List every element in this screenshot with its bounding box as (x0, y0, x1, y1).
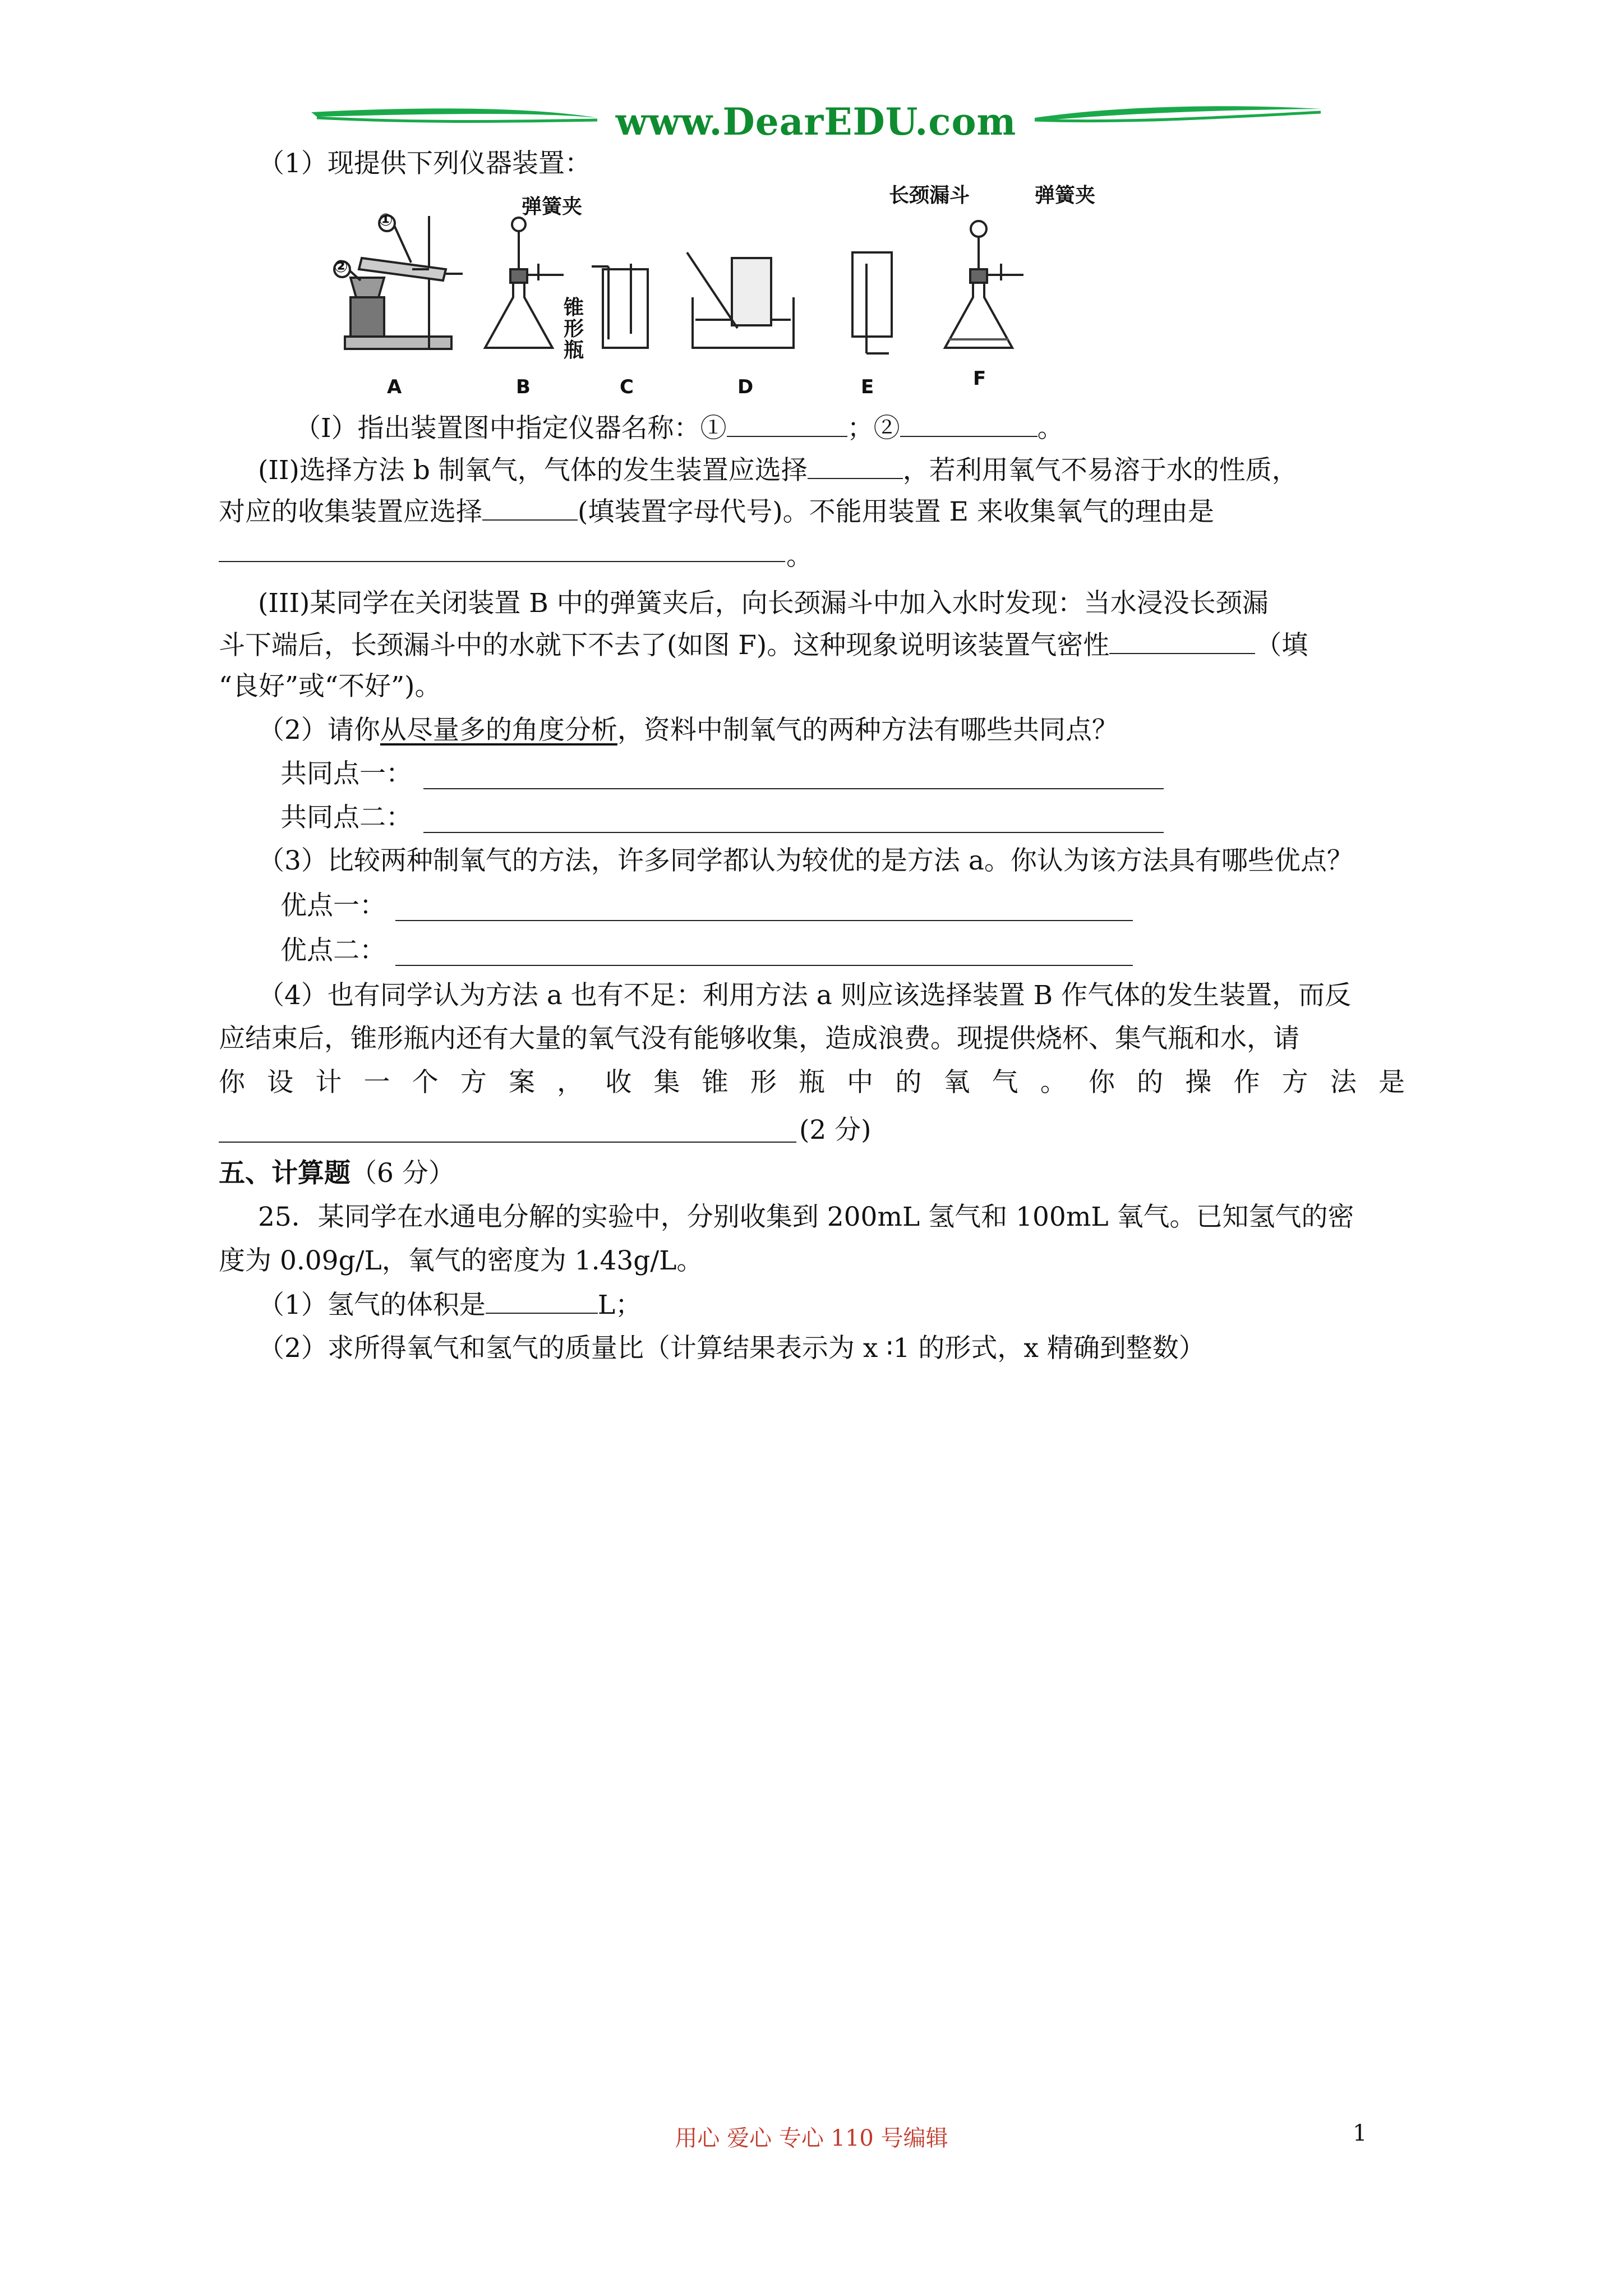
figure-label-b: B (516, 376, 531, 398)
q1-part1-end: 。 (1037, 413, 1064, 444)
figure-label-c: C (620, 376, 634, 398)
q1-part3-text-b: （填 (1255, 630, 1308, 661)
q1-part3-line2 (219, 628, 1308, 662)
callout-conical-flask-1: 锥 (564, 296, 584, 319)
q1-part2-line1 (258, 453, 1298, 487)
answer-blank-5[interactable] (219, 561, 785, 562)
answer-blank-method[interactable] (219, 1142, 796, 1143)
callout-mark-1: ① (379, 210, 393, 230)
q1-intro: （1）现提供下列仪器装置： (258, 148, 591, 179)
figure-label-e: E (861, 376, 874, 398)
q1-part2-text-d: (填装置字母代号)。不能用装置 E 来收集氧气的理由是 (578, 496, 1214, 527)
apparatus-f-icon (945, 221, 1023, 348)
callout-long-funnel: 长颈漏斗 (889, 184, 970, 207)
figure-label-a: A (387, 376, 402, 398)
answer-blank-adv1[interactable] (395, 920, 1133, 921)
section5-heading (219, 1157, 455, 1190)
q3-prompt: （3）比较两种制氧气的方法，许多同学都认为较优的是方法 a。你认为该方法具有哪些优点？ (258, 845, 1353, 876)
answer-blank-1[interactable] (727, 411, 847, 437)
q1-part1-sep: ；② (847, 413, 900, 444)
section5-score: （6 分） (351, 1158, 455, 1189)
q1-part2-text-c: 对应的收集装置应选择 (219, 496, 482, 527)
apparatus-e-icon (852, 252, 892, 353)
q1-part1-text: （I）指出装置图中指定仪器名称：① (294, 413, 727, 444)
callout-spring-clip-f: 弹簧夹 (1035, 184, 1096, 207)
q1-part2-text-b: ，若利用氧气不易溶于水的性质， (902, 455, 1298, 486)
q1-part2-line2 (219, 495, 1214, 529)
q2-common1-label: 共同点一： (280, 758, 412, 789)
q25-line2: 度为 0.09g/L，氧气的密度为 1.43g/L。 (219, 1245, 703, 1276)
apparatus-figure (328, 185, 1113, 404)
apparatus-drawing (328, 185, 1113, 404)
callout-conical-flask-3: 瓶 (564, 339, 584, 362)
section5-title: 五、计算题 (219, 1158, 351, 1189)
callout-conical-flask-2: 形 (564, 318, 584, 341)
q25-sub1 (258, 1288, 642, 1322)
answer-blank-3[interactable] (808, 453, 903, 479)
q4-score: (2 分) (799, 1115, 872, 1145)
figure-label-d: D (737, 376, 754, 398)
q1-part1 (294, 411, 1064, 445)
answer-blank-common1[interactable] (423, 788, 1164, 789)
answer-blank-adv2[interactable] (395, 965, 1133, 966)
q3-adv2-label: 优点二： (280, 935, 386, 966)
q25-line1: 25．某同学在水通电分解的实验中，分别收集到 200mL 氢气和 100mL 氧气。已知氢气的密 (258, 1202, 1354, 1232)
q1-part3-line3: “良好”或“不好”)。 (219, 671, 441, 702)
answer-blank-volume[interactable] (486, 1288, 598, 1314)
answer-blank-2[interactable] (900, 411, 1038, 437)
callout-mark-2: ② (334, 257, 348, 277)
apparatus-d-icon (687, 252, 794, 348)
q3-adv1-label: 优点一： (280, 890, 386, 921)
header-banner (306, 95, 1326, 146)
q2-prompt (258, 714, 1118, 747)
q2-prompt-a: （2）请你 (258, 715, 380, 746)
q1-part3-line1: (III)某同学在关闭装置 B 中的弹簧夹后，向长颈漏斗中加入水时发现：当水浸没长颈漏 (258, 588, 1269, 619)
apparatus-a-icon (334, 215, 463, 349)
figure-label-f: F (973, 367, 986, 390)
q4-line2: 应结束后，锥形瓶内还有大量的氧气没有能够收集，造成浪费。现提供烧杯、集气瓶和水，请 (219, 1023, 1299, 1054)
apparatus-b-icon (485, 218, 564, 348)
answer-blank-common2[interactable] (423, 832, 1164, 833)
q2-common2-label: 共同点二： (280, 802, 412, 833)
q4-line1: （4）也有同学认为方法 a 也有不足：利用方法 a 则应该选择装置 B 作气体的发生装置，而反 (258, 980, 1352, 1011)
answer-blank-4[interactable] (482, 495, 578, 521)
q2-prompt-b: ，资料中制氧气的两种方法有哪些共同点？ (617, 715, 1118, 746)
q4-line3: 你 设 计 一 个 方 案 ， 收 集 锥 形 瓶 中 的 氧 气 。 你 的 操 作 方 法 是 (219, 1067, 1405, 1098)
answer-blank-6[interactable] (1109, 628, 1255, 654)
q1-part2-text-a: (II)选择方法 b 制氧气，气体的发生装置应选择 (258, 455, 808, 486)
header-site-title: www.DearEDU.com (615, 100, 1017, 144)
page-number: 1 (1353, 2120, 1367, 2146)
q1-part3-text-a: 斗下端后，长颈漏斗中的水就下不去了(如图 F)。这种现象说明该装置气密性 (219, 630, 1110, 661)
q1-part2-end: 。 (786, 541, 813, 572)
apparatus-c-icon (592, 264, 648, 348)
q2-prompt-underlined: 从尽量多的角度分析 (380, 715, 617, 746)
callout-spring-clip-b: 弹簧夹 (522, 195, 583, 218)
q25-sub1-text: （1）氢气的体积是 (258, 1290, 486, 1320)
footer-text: 用心 爱心 专心 110 号编辑 (675, 2125, 948, 2151)
q25-sub1-unit: L； (597, 1290, 642, 1320)
q25-sub2: （2）求所得氧气和氢气的质量比（计算结果表示为 x ∶1 的形式，x 精确到整数） (258, 1333, 1205, 1364)
